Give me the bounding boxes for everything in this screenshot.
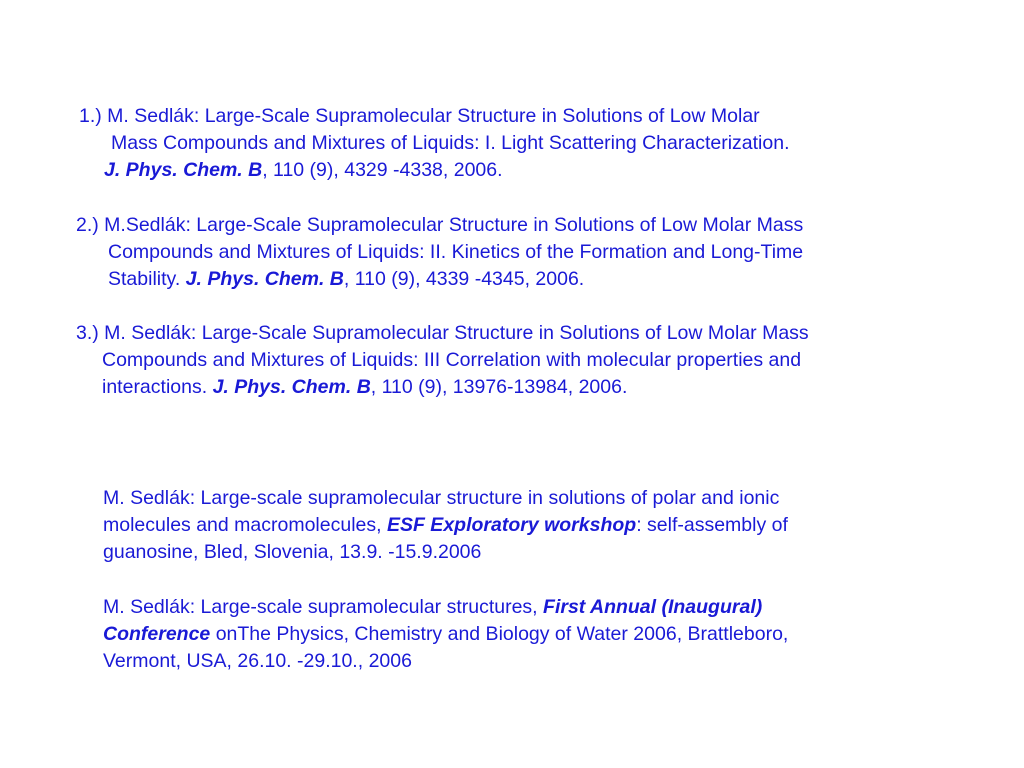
reference-3-line-3-prefix: interactions.: [102, 376, 213, 398]
conference-1-line-3: guanosine, Bled, Slovenia, 13.9. -15.9.2006: [103, 541, 482, 563]
conference-1-event: ESF Exploratory workshop: [386, 514, 637, 536]
conference-2-line-2-suffix: onThe Physics, Chemistry and Biology of Water 2006, Brattleboro,: [210, 623, 789, 645]
reference-2-line-3: [76, 266, 803, 293]
reference-2-journal: J. Phys. Chem. B: [185, 268, 344, 290]
conference-2-event-part-1: First Annual (Inaugural): [543, 596, 763, 618]
conference-2-line-1-prefix: M. Sedlák: Large-scale supramolecular structures,: [103, 596, 544, 618]
conference-2-line-1: [103, 594, 788, 621]
reference-3-journal: J. Phys. Chem. B: [212, 376, 371, 398]
reference-2-citation: , 110 (9), 4339 -4345, 2006.: [343, 268, 585, 290]
conference-1-line-2: [103, 512, 788, 539]
reference-1-line-1: 1.) M. Sedlák: Large-Scale Supramolecular Structure in Solutions of Low Molar: [79, 105, 760, 127]
conference-1-line-2-prefix: molecules and macromolecules,: [103, 514, 387, 536]
reference-1-line-3: [79, 157, 790, 184]
reference-2-line-1: 2.) M.Sedlák: Large-Scale Supramolecular Structure in Solutions of Low Molar Mass: [76, 214, 804, 236]
conference-2: [103, 594, 788, 675]
reference-1-journal: J. Phys. Chem. B: [104, 159, 263, 181]
conference-1-line-1: M. Sedlák: Large-scale supramolecular structure in solutions of polar and ionic: [103, 487, 780, 509]
conference-2-event-part-2: Conference: [103, 623, 211, 645]
conference-1-line-2-suffix: : self-assembly of: [636, 514, 788, 536]
reference-1-citation: , 110 (9), 4329 -4338, 2006.: [262, 159, 503, 181]
conference-2-line-3: Vermont, USA, 26.10. -29.10., 2006: [103, 650, 412, 672]
reference-2-line-3-prefix: Stability.: [108, 268, 186, 290]
reference-3-line-1: 3.) M. Sedlák: Large-Scale Supramolecular Structure in Solutions of Low Molar Mass: [76, 322, 809, 344]
reference-2-line-2: Compounds and Mixtures of Liquids: II. Kinetics of the Formation and Long-Time: [108, 241, 804, 263]
reference-3-citation: , 110 (9), 13976-13984, 2006.: [370, 376, 628, 398]
reference-1-line-2: Mass Compounds and Mixtures of Liquids: I. Light Scattering Characterization.: [111, 132, 790, 154]
conference-2-line-2: [103, 621, 788, 648]
reference-2: [76, 212, 803, 293]
conference-1: [103, 485, 788, 566]
reference-3: [76, 320, 809, 401]
reference-3-line-2: Compounds and Mixtures of Liquids: III Correlation with molecular properties and: [102, 349, 802, 371]
reference-1: [79, 103, 790, 184]
reference-3-line-3: [76, 374, 809, 401]
